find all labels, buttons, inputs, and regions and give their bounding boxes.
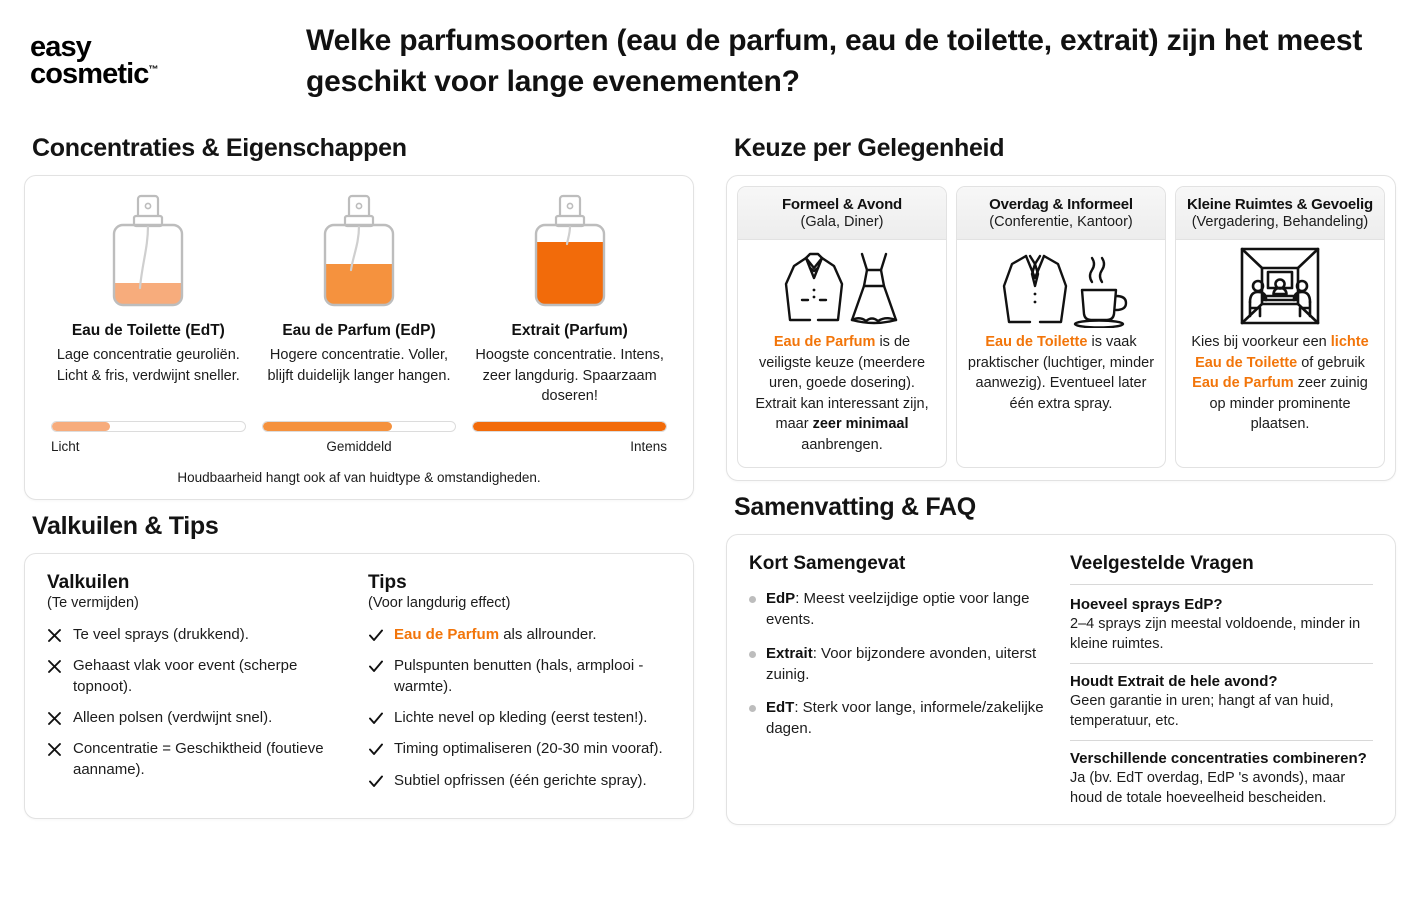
bar-label: Intens <box>630 438 667 454</box>
bar-track <box>262 421 457 432</box>
faq-heading-divider <box>1070 584 1373 585</box>
pitfalls-list <box>47 625 350 780</box>
occasion-subheading: (Conferentie, Kantoor) <box>989 214 1133 230</box>
faq-list <box>1070 596 1373 808</box>
left-column <box>14 122 704 825</box>
bottle-item-edt <box>43 192 254 407</box>
occasion-heading: Kleine Ruimtes & Gevoelig <box>1187 196 1373 213</box>
bullet-icon <box>749 596 756 603</box>
bottle-desc: Hogere concentratie. Voller, blijft duidelijk langer hangen. <box>267 347 451 384</box>
faq-answer: Geen garantie in uren; hangt af van huid, temperatuur, etc. <box>1070 693 1334 730</box>
list-item <box>368 739 671 759</box>
occasion-card-daytime[interactable] <box>956 186 1166 468</box>
list-item-text: Alleen polsen (verdwijnt snel). <box>73 708 273 726</box>
meeting-room-icon <box>1176 240 1384 332</box>
summary-faq-card <box>726 534 1396 825</box>
faq-item[interactable] <box>1070 750 1373 808</box>
faq-answer: Ja (bv. EdT overdag, EdP 's avonds), maar houd de totale hoeveelheid bescheiden. <box>1070 770 1346 807</box>
check-icon <box>368 625 384 643</box>
pitfalls-heading: Valkuilen <box>47 571 130 593</box>
brand-line-1: easy <box>30 31 91 64</box>
list-item-text: Concentratie = Geschiktheid (foutieve aanname). <box>73 740 324 778</box>
bar-label: Licht <box>51 438 80 454</box>
bottle-name: Eau de Parfum (EdP) <box>282 322 436 339</box>
section-title-occasions: Keuze per Gelegenheid <box>734 134 1005 162</box>
bar-fill <box>263 422 392 431</box>
occasion-body: Eau de Parfum is de veiligste keuze (meerdere uren, goede dosering). Extrait kan interessant zijn, maar zeer minimaal aanbrengen. <box>755 334 929 453</box>
bullet-icon <box>749 705 756 712</box>
summary-list <box>749 589 1052 739</box>
bottle-name: Eau de Toilette (EdT) <box>71 322 225 339</box>
bottle-desc: Lage concentratie geuroliën. Licht & fris, verdwijnt sneller. <box>56 347 240 384</box>
list-item-text: EdT: Sterk voor lange, informele/zakelijke dagen. <box>766 699 1044 737</box>
list-item-text: EdP: Meest veelzijdige optie voor lange events. <box>766 590 1030 629</box>
bar-label: Gemiddeld <box>326 438 392 454</box>
check-icon <box>368 656 384 674</box>
list-item-text: Te veel sprays (drukkend). <box>73 625 249 643</box>
occasion-subheading: (Gala, Diner) <box>800 214 884 230</box>
faq-item[interactable] <box>1070 673 1373 731</box>
occasion-row <box>737 186 1385 468</box>
tips-list <box>368 625 671 791</box>
list-item <box>47 656 350 697</box>
list-item-text: Lichte nevel op kleding (eerst testen!). <box>394 708 648 726</box>
section-title-summary-faq: Samenvatting & FAQ <box>734 493 976 522</box>
right-column <box>716 122 1406 825</box>
list-item-text: Subtiel opfrissen (één gerichte spray). <box>394 771 647 789</box>
summary-column <box>749 553 1052 808</box>
bullet-icon <box>749 651 756 658</box>
bottle-liquid <box>325 264 393 309</box>
list-item-text: Gehaast vlak voor event (scherpe topnoot). <box>73 657 298 695</box>
occasion-heading: Formeel & Avond <box>781 196 903 213</box>
occasion-heading: Overdag & Informeel <box>989 196 1133 213</box>
perfume-bottle-icon <box>100 192 196 310</box>
intensity-bars <box>43 421 675 454</box>
faq-question: Houdt Extrait de hele avond? <box>1070 673 1278 691</box>
faq-column <box>1070 553 1373 808</box>
intensity-bar-extrait <box>464 421 675 454</box>
bar-fill <box>473 422 666 431</box>
pitfalls-tips-columns <box>47 572 671 802</box>
bottle-item-edp <box>254 192 465 407</box>
list-item <box>368 708 671 728</box>
occasion-subheading: (Vergadering, Behandeling) <box>1191 214 1369 230</box>
pitfalls-tips-card <box>24 553 694 819</box>
occasion-header <box>1176 187 1384 240</box>
occasion-body: Eau de Toilette is vaak praktischer (luchtiger, minder aanwezig). Eventueel later één extra spray. <box>967 334 1155 412</box>
pitfalls-column <box>47 572 350 802</box>
section-title-concentrations: Concentraties & Eigenschappen <box>32 134 407 162</box>
bottle-name: Extrait (Parfum) <box>511 322 628 339</box>
bottle-row <box>43 192 675 407</box>
bottle-desc: Hoogste concentratie. Intens, zeer langdurig. Spaarzaam doseren! <box>475 347 664 405</box>
faq-divider <box>1070 740 1373 741</box>
occasion-header <box>957 187 1165 240</box>
list-item-text: Extrait: Voor bijzondere avonden, uiterst zuinig. <box>766 644 1037 683</box>
list-item <box>749 589 1052 630</box>
faq-answer: 2–4 sprays zijn meestal voldoende, minder in kleine ruimtes. <box>1070 616 1361 653</box>
concentrations-note: Houdbaarheid hangt ook af van huidtype & omstandigheden. <box>177 469 541 485</box>
faq-question: Verschillende concentraties combineren? <box>1070 750 1367 768</box>
intensity-bar-edp <box>254 421 465 454</box>
occasion-card-formal[interactable] <box>737 186 947 468</box>
list-item-text: Pulspunten benutten (hals, armplooi - warmte). <box>394 657 644 695</box>
bar-track <box>472 421 667 432</box>
list-item <box>368 625 671 645</box>
intensity-bar-edt <box>43 421 254 454</box>
perfume-bottle-icon <box>522 192 618 310</box>
list-item <box>368 771 671 791</box>
check-icon <box>368 739 384 757</box>
check-icon <box>368 771 384 789</box>
trademark-icon: ™ <box>148 64 159 76</box>
cross-icon <box>47 739 63 757</box>
bottle-liquid <box>536 242 604 309</box>
list-item-text: Eau de Parfum als allrounder. <box>394 625 597 643</box>
occasions-card <box>726 175 1396 481</box>
faq-item[interactable] <box>1070 596 1373 654</box>
pitfalls-subheading: (Te vermijden) <box>47 594 139 611</box>
bar-track <box>51 421 246 432</box>
faq-question: Hoeveel sprays EdP? <box>1070 596 1223 614</box>
faq-heading: Veelgestelde Vragen <box>1070 553 1254 575</box>
section-title-pitfalls-tips: Valkuilen & Tips <box>32 511 219 540</box>
list-item-text: Timing optimaliseren (20-30 min vooraf). <box>394 740 663 758</box>
occasion-card-small-rooms[interactable] <box>1175 186 1385 468</box>
cross-icon <box>47 656 63 674</box>
list-item <box>749 698 1052 739</box>
brand-logo <box>30 31 280 90</box>
tips-column <box>368 572 671 802</box>
check-icon <box>368 708 384 726</box>
content-grid <box>0 122 1408 825</box>
occasion-body: Kies bij voorkeur een lichte Eau de Toilette of gebruik Eau de Parfum zeer zuinig op minder prominente plaatsen. <box>1191 334 1369 433</box>
list-item <box>749 644 1052 685</box>
list-item <box>47 739 350 780</box>
list-item <box>47 708 350 728</box>
bottle-item-extrait <box>464 192 675 407</box>
faq-divider <box>1070 663 1373 664</box>
brand-line-2: cosmetic <box>30 58 149 90</box>
page-header <box>0 0 1408 122</box>
perfume-bottle-icon <box>311 192 407 310</box>
summary-faq-columns <box>749 553 1373 808</box>
concentrations-card <box>24 175 694 500</box>
tips-subheading: (Voor langdurig effect) <box>368 594 511 611</box>
list-item <box>368 656 671 697</box>
occasion-header <box>738 187 946 240</box>
summary-heading: Kort Samengevat <box>749 553 906 575</box>
tips-heading: Tips <box>368 571 407 593</box>
tuxedo-and-dress-icon <box>738 240 946 332</box>
cross-icon <box>47 708 63 726</box>
blazer-and-coffee-icon <box>957 240 1165 332</box>
cross-icon <box>47 625 63 643</box>
page-title: Welke parfumsoorten (eau de parfum, eau de toilette, extrait) zijn het meest geschikt voor lange evenementen? <box>306 23 1363 98</box>
list-item <box>47 625 350 645</box>
bar-fill <box>52 422 110 431</box>
